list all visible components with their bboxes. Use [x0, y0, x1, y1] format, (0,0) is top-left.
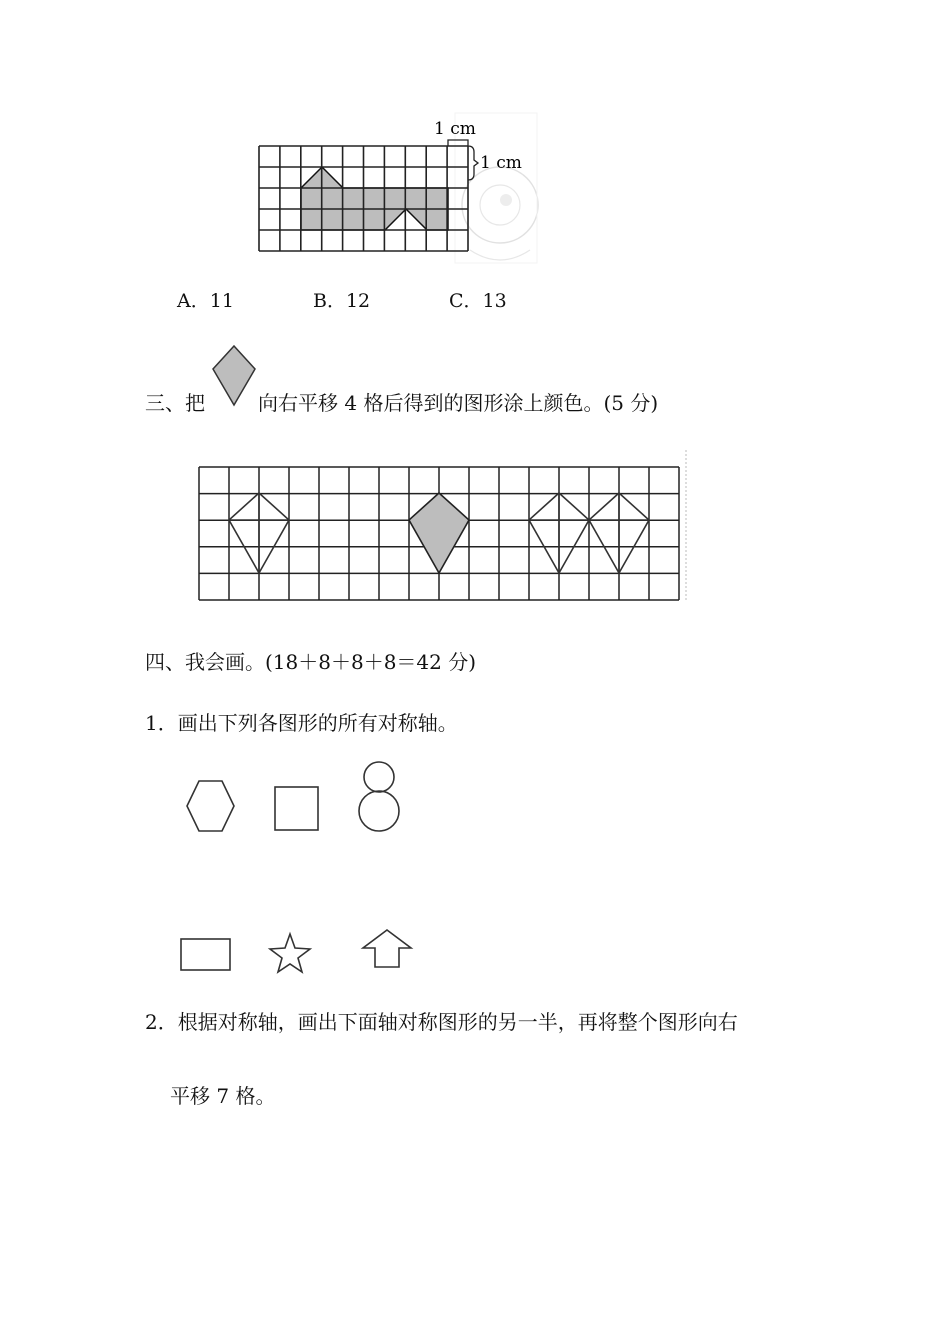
question3-prefix: 三、把: [145, 391, 205, 415]
question4-heading: 四、我会画。(18＋8＋8＋8＝42 分): [145, 650, 477, 674]
question4-item2-line1: 2．根据对称轴，画出下面轴对称图形的另一半，再将整个图形向右: [145, 1010, 738, 1034]
symmetry-shapes: [0, 750, 950, 990]
star-shape: [270, 934, 310, 972]
small-circle-shape: [364, 762, 394, 792]
kite-original: [409, 493, 469, 573]
option-b-letter: B．: [313, 290, 346, 312]
option-a-value: 11: [209, 290, 234, 312]
rectangle-shape: [181, 939, 230, 970]
option-a-letter: A．: [177, 290, 210, 312]
arrow-up-shape: [363, 930, 411, 967]
kite-option-b: [529, 493, 589, 573]
kite-icon: [205, 344, 261, 410]
option-b-value: 12: [345, 290, 371, 312]
kite-option-c: [589, 493, 649, 573]
square-shape: [275, 787, 318, 830]
kite-option-a: [229, 493, 289, 573]
scale-height-label: 1 cm: [480, 153, 522, 173]
option-a: [177, 289, 234, 313]
option-c: [449, 289, 507, 313]
question3-text: 向右平移 4 格后得到的图形涂上颜色。(5 分): [258, 391, 659, 415]
option-c-letter: C．: [449, 290, 483, 312]
large-circle-shape: [359, 791, 399, 831]
option-b: [313, 289, 370, 313]
scale-width-label: 1 cm: [434, 119, 476, 139]
hexagon-shape: [187, 781, 234, 831]
question4-item1: 1．画出下列各图形的所有对称轴。: [145, 711, 458, 735]
translation-grid-figure: [0, 440, 950, 610]
area-grid-figure: [0, 0, 950, 300]
option-c-value: 13: [482, 290, 507, 312]
question4-item2-line2: 平移 7 格。: [170, 1084, 276, 1108]
